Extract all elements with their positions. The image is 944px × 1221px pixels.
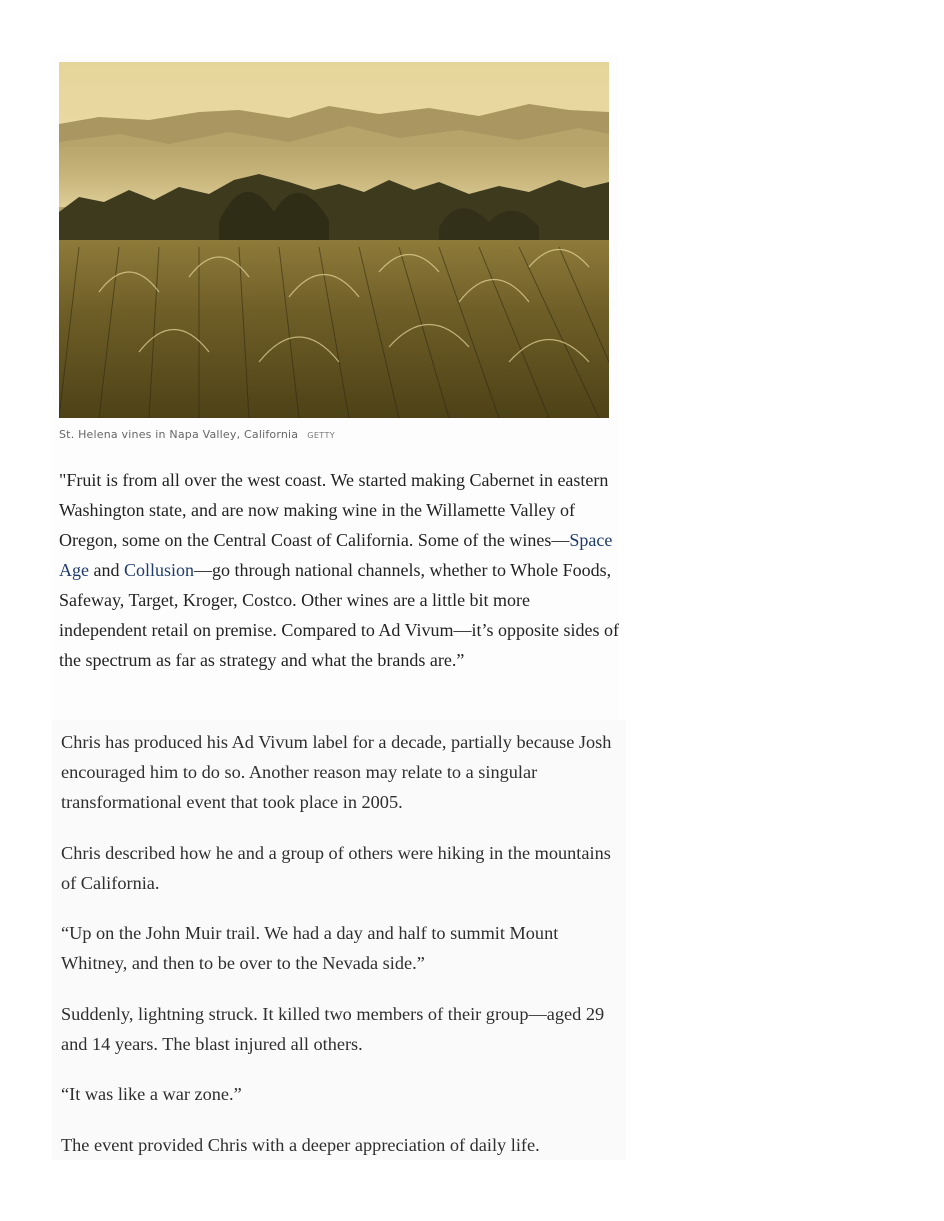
vineyard-photo: [59, 62, 609, 418]
paragraph-war-zone-quote: “It was like a war zone.”: [61, 1084, 242, 1104]
paragraph-hiking: Chris described how he and a group of others were hiking in the mountains of California.: [61, 843, 611, 893]
caption-text: St. Helena vines in Napa Valley, California: [59, 428, 299, 441]
paragraph-lightning: Suddenly, lightning struck. It killed two members of their group—aged 29 and 14 years. The blast injured all others.: [61, 1004, 605, 1054]
paragraph-appreciation: The event provided Chris with a deeper appreciation of daily life.: [61, 1135, 540, 1155]
collusion-link[interactable]: Collusion: [124, 560, 195, 580]
space-age-link[interactable]: Space Age: [59, 530, 613, 580]
photo-caption: [59, 428, 335, 441]
photo-credit: GETTY: [307, 431, 336, 440]
paragraph-text: and: [89, 560, 124, 580]
paragraph-text: "Fruit is from all over the west coast. We started making Cabernet in eastern Washington state, and are now making wine in the Willamette Valley of Oregon, some on the Central Coast of California. Some of the wines—: [59, 470, 609, 550]
paragraph-quote-wine-sourcing: [59, 465, 619, 675]
paragraph-john-muir-quote: “Up on the John Muir trail. We had a day and half to summit Mount Whitney, and then to be over to the Nevada side.”: [61, 923, 559, 973]
paragraph-ad-vivum-label: Chris has produced his Ad Vivum label for a decade, partially because Josh encouraged him to do so. Another reason may relate to a singular transformational event that took place in 2005.: [61, 732, 612, 812]
paragraph-text: —go through national channels, whether to Whole Foods, Safeway, Target, Kroger, Costco. Other wines are a little bit more independent retail on premise. Compared to Ad Vivum—it’s opposite sides of the spectrum as far as strategy and what the brands are.”: [59, 560, 620, 670]
